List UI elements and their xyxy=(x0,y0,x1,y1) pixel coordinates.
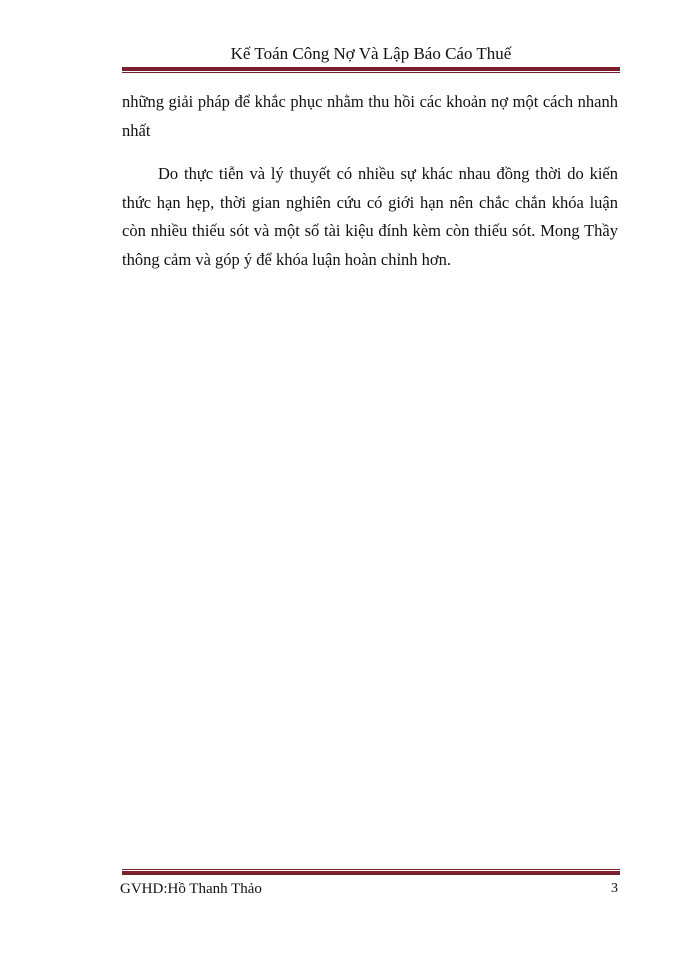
footer-divider-thick xyxy=(122,871,620,875)
header-divider-thick xyxy=(122,67,620,71)
footer-divider xyxy=(122,869,620,875)
page-header-title: Kế Toán Công Nợ Và Lập Báo Cáo Thuế xyxy=(230,44,512,63)
paragraph-conclusion: Do thực tiễn và lý thuyết có nhiều sự khác nhau đồng thời do kiến thức hạn hẹp, thời gian nghiên cứu có giới hạn nên chắc chắn khóa luận còn nhiều thiếu sót và một số tài kiệu đính kèm còn thiếu sót. Mong Thầy thông cảm và góp ý để khóa luận hoàn chỉnh hơn. xyxy=(122,164,618,269)
header-divider xyxy=(122,67,620,73)
page-number: 3 xyxy=(611,881,618,896)
footer-advisor: GVHD:Hồ Thanh Thảo xyxy=(120,881,262,897)
header-divider-thin xyxy=(122,72,620,73)
footer-divider-thin xyxy=(122,869,620,870)
paragraph-continued: những giải pháp để khắc phục nhằm thu hồi các khoản nợ một cách nhanh nhất xyxy=(122,92,618,140)
document-body xyxy=(122,88,618,290)
